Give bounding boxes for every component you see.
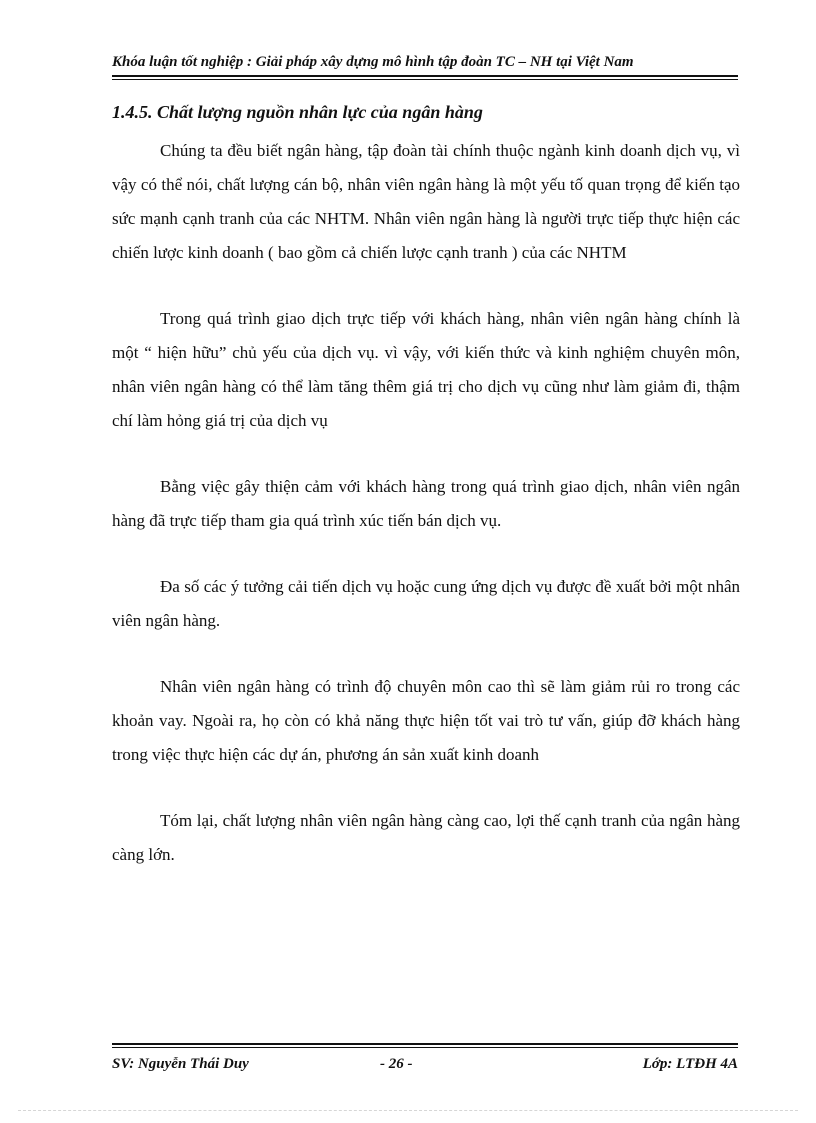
- footer-class: Lớp: LTĐH 4A: [642, 1056, 738, 1072]
- paragraph: Nhân viên ngân hàng có trình độ chuyên môn cao thì sẽ làm giảm rủi ro trong các khoản vay. Ngoài ra, họ còn có khả năng thực hiện tốt vai trò tư vấn, giúp đỡ khách hàng trong việc thực hiện các dự án, phương án sản xuất kinh doanh: [112, 677, 740, 764]
- document-body: [112, 134, 740, 872]
- paragraph-spacer: [112, 270, 740, 302]
- section-heading: 1.4.5. Chất lượng nguồn nhân lực của ngân hàng: [112, 102, 483, 122]
- footer-divider: [112, 1043, 738, 1048]
- running-footer: [112, 1053, 738, 1075]
- page-boundary: [18, 1110, 798, 1111]
- header-divider: [112, 75, 738, 80]
- paragraph: Chúng ta đều biết ngân hàng, tập đoàn tài chính thuộc ngành kinh doanh dịch vụ, vì vậy có thể nói, chất lượng cán bộ, nhân viên ngân hàng là một yếu tố quan trọng để kiến tạo sức mạnh cạnh tranh của các NHTM. Nhân viên ngân hàng là người trực tiếp thực hiện các chiến lược kinh doanh ( bao gồm cả chiến lược cạnh tranh ) của các NHTM: [112, 141, 740, 262]
- paragraph-spacer: [112, 438, 740, 470]
- paragraph-spacer: [112, 772, 740, 804]
- footer-student-name: SV: Nguyễn Thái Duy: [112, 1056, 249, 1072]
- footer-page-number: - 26 -: [380, 1056, 413, 1072]
- paragraph: Đa số các ý tưởng cải tiến dịch vụ hoặc cung ứng dịch vụ được đề xuất bởi một nhân viên ngân hàng.: [112, 577, 740, 630]
- paragraph-spacer: [112, 638, 740, 670]
- paragraph-spacer: [112, 538, 740, 570]
- running-header: Khóa luận tốt nghiệp : Giải pháp xây dựng mô hình tập đoàn TC – NH tại Việt Nam: [112, 54, 634, 70]
- paragraph: Bằng việc gây thiện cảm với khách hàng trong quá trình giao dịch, nhân viên ngân hàng đã trực tiếp tham gia quá trình xúc tiến bán dịch vụ.: [112, 477, 740, 530]
- paragraph: Tóm lại, chất lượng nhân viên ngân hàng càng cao, lợi thế cạnh tranh của ngân hàng càng lớn.: [112, 811, 740, 864]
- paragraph: Trong quá trình giao dịch trực tiếp với khách hàng, nhân viên ngân hàng chính là một “ hiện hữu” chủ yếu của dịch vụ. vì vậy, với kiến thức và kinh nghiệm chuyên môn, nhân viên ngân hàng có thể làm tăng thêm giá trị cho dịch vụ cũng như làm giảm đi, thậm chí làm hỏng giá trị của dịch vụ: [112, 309, 740, 430]
